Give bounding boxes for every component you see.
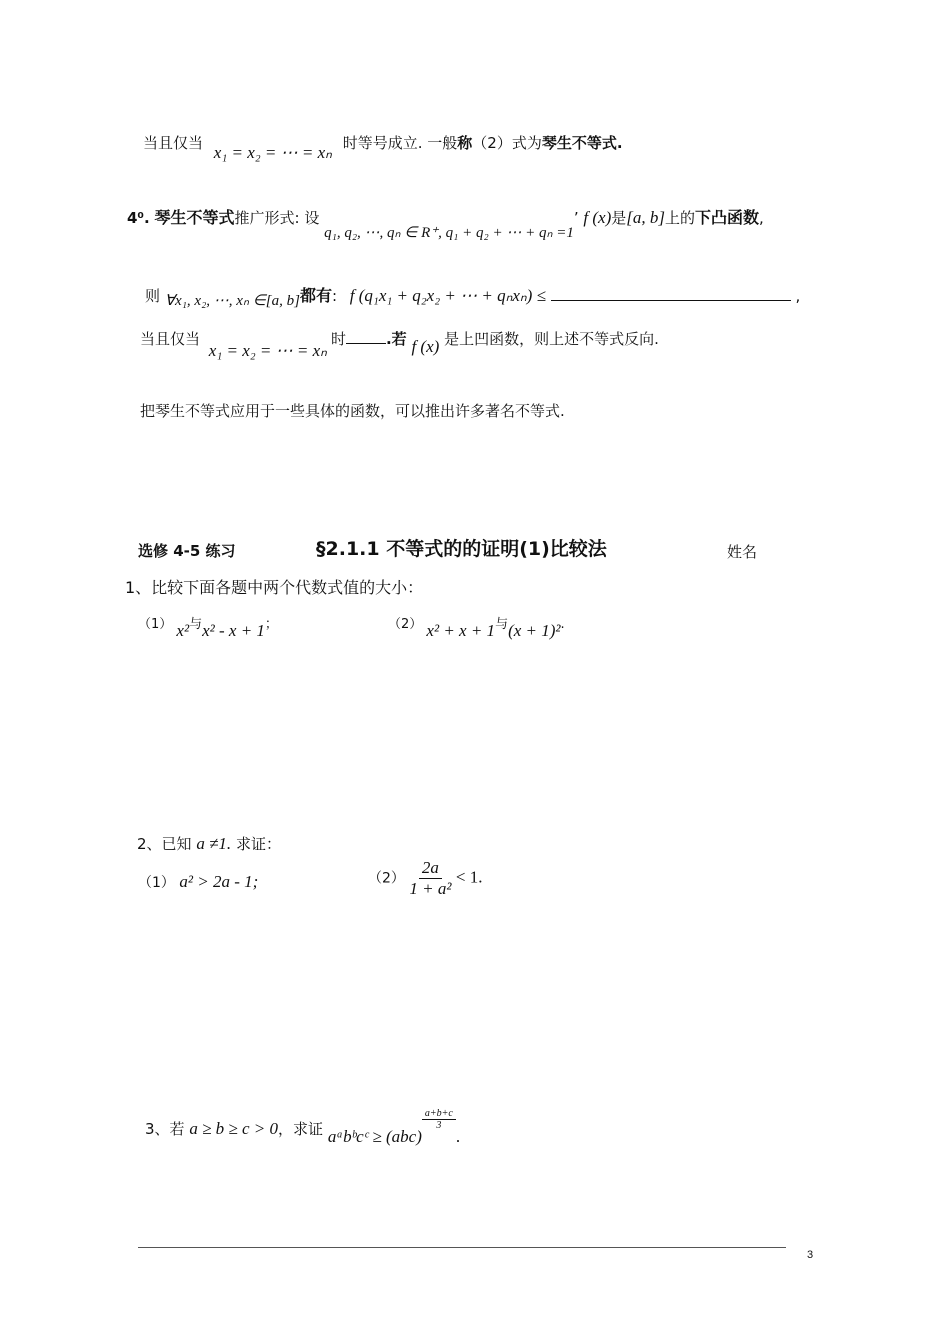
part-label: （2） bbox=[388, 617, 423, 632]
text-cheng: 称 bbox=[457, 134, 473, 152]
part-label: （2） bbox=[368, 870, 405, 887]
fill-in-blank[interactable] bbox=[551, 282, 791, 301]
function-f: f (x) bbox=[583, 208, 612, 227]
text-ze: 则 bbox=[145, 287, 161, 305]
jensen-inequality-line bbox=[145, 282, 801, 309]
text-yu: 与 bbox=[189, 617, 203, 632]
jensen-general-form-line bbox=[127, 205, 764, 241]
section-number: 4⁰. bbox=[127, 209, 150, 227]
text-dangqie: 当且仅当 bbox=[140, 330, 201, 348]
inequality-lhs: aᵃbᵇcᶜ ≥ (abc) bbox=[327, 1127, 422, 1146]
function-f: f (x) bbox=[411, 337, 440, 356]
part-label: （1） bbox=[138, 875, 175, 891]
comma: , bbox=[795, 287, 801, 305]
student-name-label: 姓名 bbox=[727, 543, 758, 561]
question-1-stem: 1、比较下面各题中两个代数式值的大小： bbox=[125, 578, 424, 597]
forall-condition: ∀x₁, x₂, ⋯, xₙ ∈[a, b] bbox=[164, 293, 300, 309]
fill-in-blank-short[interactable] bbox=[346, 333, 386, 344]
part-label: （1） bbox=[138, 617, 173, 632]
inequality-a2-gt-2a-1: a² > 2a - 1; bbox=[179, 872, 259, 891]
exponent-denominator: 3 bbox=[436, 1120, 442, 1131]
fraction-denominator: 1 + a² bbox=[409, 879, 452, 898]
q1-part2 bbox=[388, 613, 565, 640]
text-shi: 是 bbox=[611, 209, 627, 227]
text-ruo: .若 bbox=[385, 330, 407, 348]
section-title: §2.1.1 不等式的的证明(1)比较法 bbox=[316, 538, 607, 560]
text-equality-holds: 时等号成立. 一般 bbox=[342, 134, 458, 152]
question-3 bbox=[145, 1108, 461, 1146]
jensen-title: 琴生不等式 bbox=[154, 208, 235, 227]
condition-a-neq-1: a ≠1. bbox=[196, 834, 232, 853]
text-formula-2: （2）式为 bbox=[472, 134, 542, 152]
equality-condition-line bbox=[143, 132, 623, 162]
application-text: 把琴生不等式应用于一些具体的函数，可以推出许多著名不等式. bbox=[140, 402, 565, 420]
footer-divider bbox=[138, 1247, 786, 1248]
condition-a-b-c: a ≥ b ≥ c > 0 bbox=[189, 1119, 279, 1138]
less-than-one: < 1. bbox=[455, 867, 483, 887]
text-shi: 时 bbox=[330, 330, 346, 348]
colon: : bbox=[331, 287, 338, 305]
text-qiuzheng: 求证： bbox=[235, 835, 281, 853]
text-yu: 与 bbox=[495, 617, 509, 632]
text-yizhi: 2、已知 bbox=[137, 835, 192, 853]
q1-part1 bbox=[138, 613, 278, 640]
course-label: 选修 4-5 练习 bbox=[138, 542, 236, 560]
weights-condition: q₁, q₂, ⋯, qₙ ∈ R⁺, q₁ + q₂ + ⋯ + qₙ =1 bbox=[324, 225, 574, 241]
exponent-fraction bbox=[422, 1108, 456, 1131]
equality-formula: x₁ = x₂ = ⋯ = xₙ bbox=[213, 143, 332, 162]
text-shang: 上的 bbox=[664, 209, 695, 227]
expr-x-plus-1-squared: (x + 1)² bbox=[508, 621, 561, 640]
comma: , bbox=[759, 209, 764, 227]
convex-function-term: 下凸函数 bbox=[695, 208, 760, 227]
equality-formula: x₁ = x₂ = ⋯ = xₙ bbox=[208, 341, 327, 360]
comma: ’ bbox=[573, 209, 579, 227]
equality-condition-line-2 bbox=[140, 328, 659, 360]
fraction-2a-over-1-plus-a2 bbox=[409, 858, 451, 899]
period: . bbox=[455, 1127, 461, 1146]
general-form-text: 推广形式: 设 bbox=[234, 209, 320, 227]
q2-part1 bbox=[138, 872, 258, 892]
q2-part2 bbox=[368, 858, 483, 899]
text-douyou: 都有 bbox=[299, 286, 332, 305]
exponent-numerator: a+b+c bbox=[422, 1108, 456, 1120]
semicolon: ； bbox=[264, 617, 278, 632]
question-2-stem bbox=[137, 833, 281, 854]
text-qiuzheng: ，求证 bbox=[278, 1120, 324, 1138]
text-dangqie: 当且仅当 bbox=[143, 134, 204, 152]
jensen-inequality-formula: f (q₁x₁ + q₂x₂ + ⋯ + qₙxₙ) ≤ bbox=[349, 286, 546, 305]
expr-x2-plus-x-plus-1: x² + x + 1 bbox=[426, 621, 496, 640]
fraction-numerator: 2a bbox=[419, 858, 442, 879]
page-number: 3 bbox=[807, 1249, 814, 1261]
period: . bbox=[560, 617, 565, 632]
jensen-inequality-term: 琴生不等式 bbox=[541, 134, 617, 152]
period: . bbox=[616, 134, 623, 152]
concave-reverse-text: 是上凹函数，则上述不等式反向. bbox=[444, 330, 659, 348]
text-ruo: 3、若 bbox=[145, 1120, 185, 1138]
interval-ab: [a, b] bbox=[626, 208, 665, 227]
expr-x-squared: x² bbox=[176, 621, 190, 640]
expr-x2-x-1: x² - x + 1 bbox=[202, 621, 265, 640]
